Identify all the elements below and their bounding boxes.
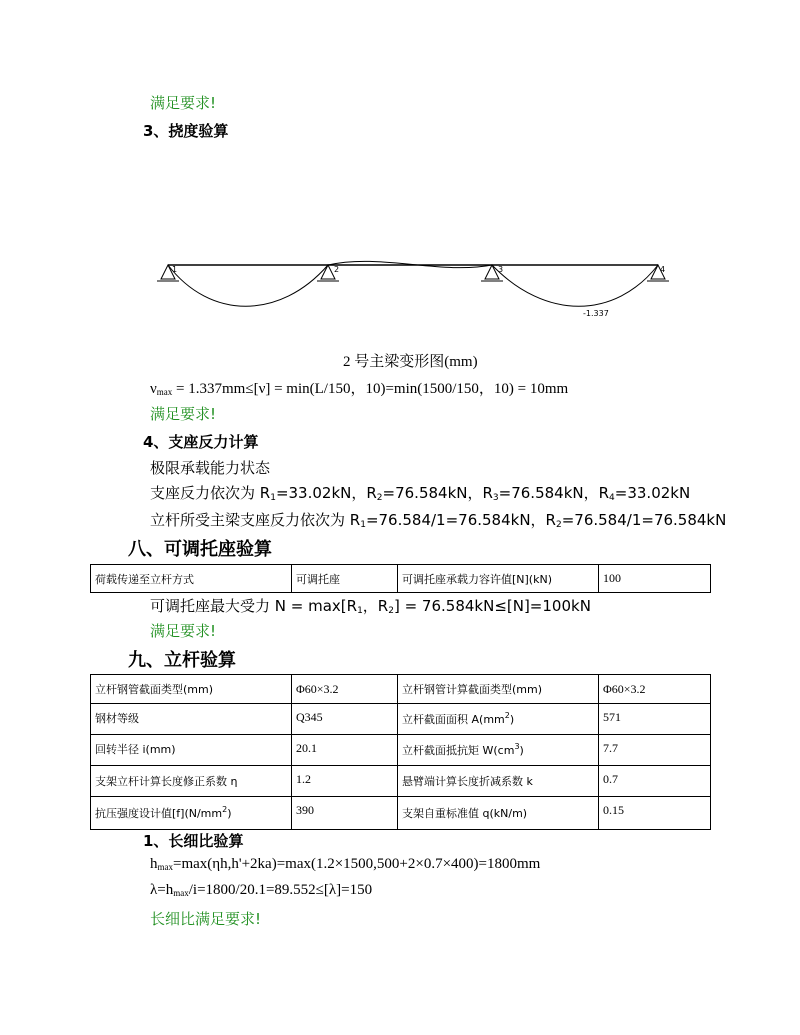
table-cell: 立杆截面抵抗矩 $W(cm^3)$ [398, 735, 599, 766]
table-cell: 钢材等级 [91, 704, 292, 735]
node-label-2: 2 [334, 265, 340, 274]
table-cell: 立杆截面面积 $A(mm^2)$ [398, 704, 599, 735]
table-cell: 1.2 [292, 766, 398, 797]
table-cell: 20.1 [292, 735, 398, 766]
table-cell: 荷载传递至立杆方式 [91, 565, 292, 593]
slenderness-formula-1: $h_{max}=\max(\eta h,h'+2ka)=\max(1.2\times 1500,500+2\times 0.7\times 400)=1800mm$ [150, 856, 541, 872]
table-cell: 可调托座承载力容许值[N](kN) [398, 565, 599, 593]
table-cell: Q345 [292, 704, 398, 735]
diagram-caption: 2 号主梁变形图(mm) [343, 354, 478, 370]
table-cell: 571 [599, 704, 711, 735]
support-4 [647, 265, 669, 281]
table-row [91, 797, 711, 830]
table-cell: 支架自重标准值 q(kN/m) [398, 797, 599, 830]
table-row [91, 735, 711, 766]
ok-text-top: 满足要求! [150, 94, 217, 112]
table-cell: 100 [599, 565, 711, 593]
table-cell: 390 [292, 797, 398, 830]
reaction-line-1: 支座反力依次为 $R_1=33.02kN$，$R_2=76.584kN$，$R_3=76.584kN$，$R_4=33.02kN$ [150, 484, 691, 503]
table-row [91, 704, 711, 735]
min-deflection-label: -1.337 [583, 309, 609, 318]
ok-text-deflection: 满足要求! [150, 405, 217, 423]
table-cell: 悬臂端计算长度折减系数 k [398, 766, 599, 797]
ok-text-slenderness: 长细比满足要求! [150, 910, 262, 928]
support-formula: 可调托座最大受力 $N = \max[R_1$，$R_2] = 76.584kN\le[N]=100kN$ [150, 597, 591, 616]
slenderness-formula-2: $\lambda=h_{max}/i=1800/20.1=89.552\le[\lambda]=150$ [150, 882, 373, 898]
table-cell: 0.7 [599, 766, 711, 797]
table-cell: 抗压强度设计值$[f](N/mm^2)$ [91, 797, 292, 830]
ok-text-support: 满足要求! [150, 622, 217, 640]
reaction-heading: 4、支座反力计算 [143, 433, 259, 451]
table-cell: 可调托座 [292, 565, 398, 593]
node-label-1: 1 [172, 265, 178, 274]
reaction-line-2: 立杆所受主梁支座反力依次为 $R_1=76.584/1=76.584kN$，$R_2=76.584/1=76.584kN$ [150, 511, 727, 530]
deflection-formula: $\nu_{max} = 1.337mm\le[\nu] = \min(L/150$，10)=min(1500/150，10) = 10mm [150, 381, 569, 397]
table-row [91, 675, 711, 704]
pole-table [90, 674, 711, 830]
table-cell: 立杆钢管计算截面类型(mm) [398, 675, 599, 704]
table-cell: 0.15 [599, 797, 711, 830]
slenderness-heading: 1、长细比验算 [143, 832, 244, 850]
deflection-heading: 3、挠度验算 [143, 122, 229, 140]
reaction-state: 极限承载能力状态 [150, 459, 271, 477]
table-cell: Φ60×3.2 [599, 675, 711, 704]
section-9-title: 九、立杆验算 [128, 650, 236, 671]
node-label-4: 4 [660, 265, 666, 274]
section-8-title: 八、可调托座验算 [128, 539, 272, 560]
support-table [90, 564, 711, 593]
table-row [91, 766, 711, 797]
table-cell: 回转半径 i(mm) [91, 735, 292, 766]
deflection-diagram [150, 255, 670, 325]
table-cell: 7.7 [599, 735, 711, 766]
table-cell: 支架立杆计算长度修正系数 η [91, 766, 292, 797]
deflection-curve [168, 261, 658, 306]
table-cell: Φ60×3.2 [292, 675, 398, 704]
node-label-3: 3 [498, 265, 504, 274]
table-cell: 立杆钢管截面类型(mm) [91, 675, 292, 704]
